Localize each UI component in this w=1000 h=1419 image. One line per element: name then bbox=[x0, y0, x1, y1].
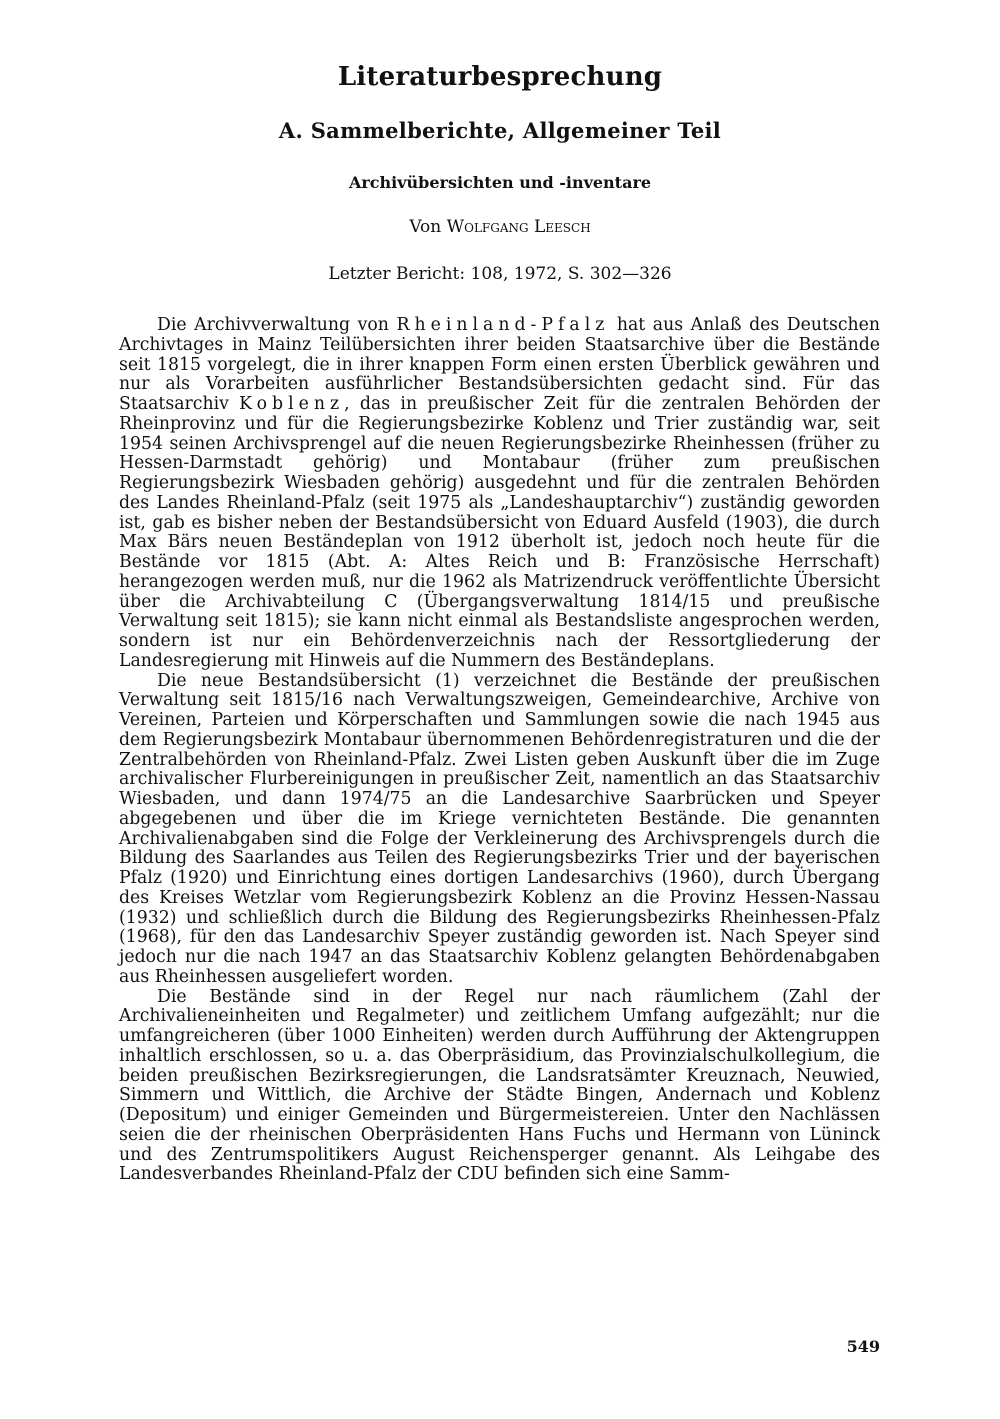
paragraph-3: Die Bestände sind in der Regel nur nach räumlichem (Zahl der Archivalieneinheiten und Regalmeter) und zeitlichem Umfang aufgezählt; nur die umfangreicheren (über 1000 Einheiten) werden durch Aufführung der Aktengruppen inhaltlich erschlossen, so u. a. das Oberpräsidium, das Provinzialschulkollegium, die beiden preußischen Bezirksregierungen, die Landsratsämter Kreuznach, Neuwied, Simmern und Wittlich, die Archive der Städte Bingen, Andernach und Koblenz (Depositum) und einiger Gemeinden und Bürgermeistereien. Unter den Nachlässen seien die der rheinischen Oberpräsidenten Hans Fuchs und Hermann von Lüninck und des Zentrumspolitikers August Reichensperger genannt. Als Leihgabe des Landesverbandes Rheinland-Pfalz der CDU befinden sich eine Samm- bbox=[119, 986, 880, 1185]
author-byline bbox=[120, 217, 880, 237]
author-name: Wolfgang Leesch bbox=[446, 217, 591, 237]
byline-prefix: Von bbox=[409, 217, 442, 237]
paragraph-2: Die neue Bestandsübersicht (1) verzeichnet die Bestände der preußischen Verwaltung seit 1815/16 nach Verwaltungszweigen, Gemeindearchive, Archive von Vereinen, Parteien und Körperschaften und Sammlungen sowie die nach 1945 aus dem Regierungsbezirk Montabaur übernommenen Behördenregistraturen und die der Zentralbehörden von Rheinland-Pfalz. Zwei Listen geben Auskunft über die im Zuge archivalischer Flurbereinigungen in preußischer Zeit, namentlich an das Staatsarchiv Wiesbaden, und dann 1974/75 an die Landesarchive Saarbrücken und Speyer abgegebenen und über die im Kriege vernichteten Bestände. Die genannten Archivalienabgaben sind die Folge der Verkleinerung des Archivsprengels durch die Bildung des Saarlandes aus Teilen des Regierungsbezirks Trier und der bayerischen Pfalz (1920) und Einrichtung eines dortigen Landesarchivs (1960), durch Übergang des Kreises Wetzlar vom Regierungsbezirk Koblenz an die Provinz Hessen-Nassau (1932) und schließlich durch die Bildung des Regierungsbezirks Rheinhessen-Pfalz (1968), für den das Landesarchiv Speyer zuständig geworden ist. Nach Speyer sind jedoch nur die nach 1947 an das Staatsarchiv Koblenz gelangten Behördenabgaben aus Rheinhessen ausgeliefert worden. bbox=[119, 670, 880, 987]
subsection-title: A. Sammelberichte, Allgemeiner Teil bbox=[278, 118, 722, 143]
article-body bbox=[119, 316, 880, 1185]
last-report-reference: Letzter Bericht: 108, 1972, S. 302—326 bbox=[328, 264, 672, 284]
page-number: 549 bbox=[846, 1337, 880, 1356]
emphasized-place-rheinland-pfalz: Rheinland-Pfalz bbox=[396, 315, 610, 335]
paragraph-1-part-1: Die Archivverwaltung von bbox=[157, 315, 397, 335]
paragraph-1-part-3: , das in preußischer Zeit für die zentralen Behörden der Rheinprovinz und für die Regierungsbezirke Koblenz und Trier zuständig war, seit 1954 seinen Archivsprengel auf die neuen Regierungsbezirke Rheinhessen (früher zu Hessen-Darmstadt gehörig) und Montabaur (früher zum preußischen Regierungsbezirk Wiesbaden gehörig) ausgedehnt und für die zentralen Behörden des Landes Rheinland-Pfalz (seit 1975 als „Landeshauptarchiv“) zuständig geworden ist, gab es bisher neben der Bestandsübersicht von Eduard Ausfeld (1903), die durch Max Bärs neuen Beständeplan von 1912 überholt ist, jedoch noch heute für die Bestände vor 1815 (Abt. A: Altes Reich und B: Französische Herrschaft) herangezogen werden muß, nur die 1962 als Matrizendruck veröffentlichte Übersicht über die Archivabteilung C (Übergangsverwaltung 1814/15 und preußische Verwaltung seit 1815); sie kann nicht einmal als Bestandsliste angesprochen werden, sondern ist nur ein Behördenverzeichnis nach der Ressortgliederung der Landesregierung mit Hinweis auf die Nummern des Beständeplans. bbox=[119, 394, 880, 671]
paragraph-1 bbox=[119, 316, 880, 672]
paragraph-1-part-2: hat aus Anlaß des Deutschen Archivtages in Mainz Teilübersichten ihrer beiden Staatsarchive über die Bestände seit 1815 vorgelegt, die in ihrer knappen Form einen ersten Überblick gewähren und nur als Vorarbeiten ausführlicher Bestandsübersichten gedacht sind. Für das Staatsarchiv bbox=[119, 315, 880, 414]
emphasized-place-koblenz: Koblenz bbox=[239, 394, 345, 414]
topic-title: Archivübersichten und -inventare bbox=[348, 173, 652, 192]
section-title: Literaturbesprechung bbox=[337, 62, 663, 92]
